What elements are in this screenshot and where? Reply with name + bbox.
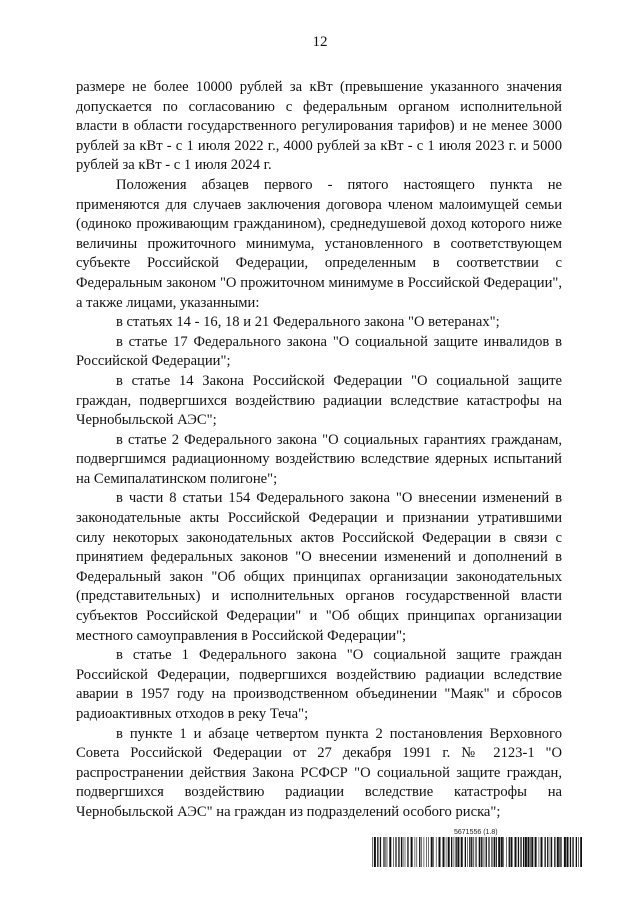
paragraph: в статье 2 Федерального закона "О социальных гарантиях гражданам, подвергшимся радиационному воздействию вследствие ядерных испытаний на Семипалатинском полигоне"; — [76, 431, 562, 487]
page-number: 12 — [312, 34, 328, 50]
paragraph: в статьях 14 - 16, 18 и 21 Федерального закона "О ветеранах"; — [116, 314, 500, 331]
paragraph: размере не более 10000 рублей за кВт (превышение указанного значения допускается по согласованию с федеральным органом исполнительной власти в области государственного регулирования тарифов) и не менее 3000 рублей за кВт - с 1 июля 2022 г., 4000 рублей за кВт - с 1 июля 2023 г. и 5000 рублей за кВт - с 1 июля 2024 г. — [76, 79, 562, 174]
paragraph: в пункте 1 и абзаце четвертом пункта 2 постановления Верховного Совета Российской Федерации от 27 декабря 1991 г. № 2123-1 "О распространении действия Закона РСФСР "О социальной защите граждан, подвергшихся воздействию радиации вследствие катастрофы на Чернобыльской АЭС" на граждан из подразделений особого риска"; — [76, 725, 562, 820]
paragraph: в статье 17 Федерального закона "О социальной защите инвалидов в Российской Федерации"; — [76, 333, 562, 370]
barcode-image — [372, 837, 582, 867]
paragraph: в статье 14 Закона Российской Федерации "О социальной защите граждан, подвергшихся воздействию радиации вследствие катастрофы на Чернобыльской АЭС"; — [76, 372, 562, 429]
document-body — [76, 78, 562, 823]
document-code: 5671556 (1.8) — [454, 829, 498, 836]
paragraph: в статье 1 Федерального закона "О социальной защите граждан Российской Федерации, подвергшихся воздействию радиации вследствие аварии в 1957 году на производственном объединении "Маяк" и сбросов радиоактивных отходов в реку Теча"; — [76, 647, 562, 722]
paragraph: Положения абзацев первого - пятого настоящего пункта не применяются для случаев заключения договора членом малоимущей семьи (одиноко проживающим гражданином), среднедушевой доход которого ниже величины прожиточного минимума, установленного в соответствующем субъекте Российской Федерации, определенным в соответствии с Федеральным законом "О прожиточном минимуме в Российской Федерации", а также лицами, указанными: — [76, 176, 562, 311]
document-footer — [372, 829, 582, 867]
paragraph: в части 8 статьи 154 Федерального закона "О внесении изменений в законодательные акты Российской Федерации и признании утратившими силу некоторых законодательных актов Российской Федерации в связи с принятием федеральных законов "О внесении изменений и дополнений в Федеральный закон "Об общих принципах организации законодательных (представительных) и исполнительных органов государственной власти субъектов Российской Федерации" и "Об общих принципах организации местного самоуправления в Российской Федерации"; — [76, 490, 562, 644]
